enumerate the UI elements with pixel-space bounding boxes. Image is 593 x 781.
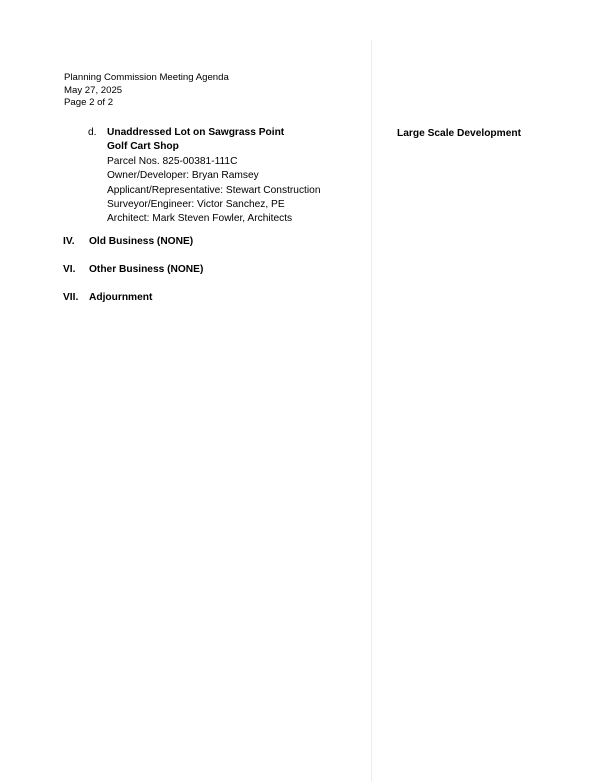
applicant-representative: Applicant/Representative: Stewart Construction: [107, 184, 321, 196]
section-number: VI.: [63, 264, 76, 275]
owner-developer: Owner/Developer: Bryan Ramsey: [107, 170, 259, 182]
agenda-item-d: [88, 126, 320, 227]
page-header: [64, 72, 229, 110]
item-subtitle: Golf Cart Shop: [107, 141, 179, 153]
column-divider: [371, 40, 372, 781]
item-marker: d.: [88, 127, 97, 138]
item-body: [107, 126, 320, 227]
section-label: Other Business (NONE): [89, 264, 204, 275]
parcel-numbers: Parcel Nos. 825-00381-111C: [107, 155, 238, 167]
item-title: Unaddressed Lot on Sawgrass Point: [107, 127, 285, 138]
section-adjournment: [63, 292, 152, 303]
section-label: Adjournment: [89, 292, 153, 303]
section-label: Old Business (NONE): [89, 236, 194, 247]
architect: Architect: Mark Steven Fowler, Architects: [107, 213, 293, 225]
section-other-business: [63, 264, 203, 275]
section-old-business: [63, 236, 193, 247]
section-number: VII.: [63, 292, 79, 303]
section-number: IV.: [63, 236, 75, 247]
item-category: Large Scale Development: [397, 128, 521, 139]
surveyor-engineer: Surveyor/Engineer: Victor Sanchez, PE: [107, 199, 285, 211]
agenda-title: Planning Commission Meeting Agenda: [64, 72, 229, 83]
page-number: Page 2 of 2: [64, 97, 114, 108]
meeting-date: May 27, 2025: [64, 84, 123, 96]
